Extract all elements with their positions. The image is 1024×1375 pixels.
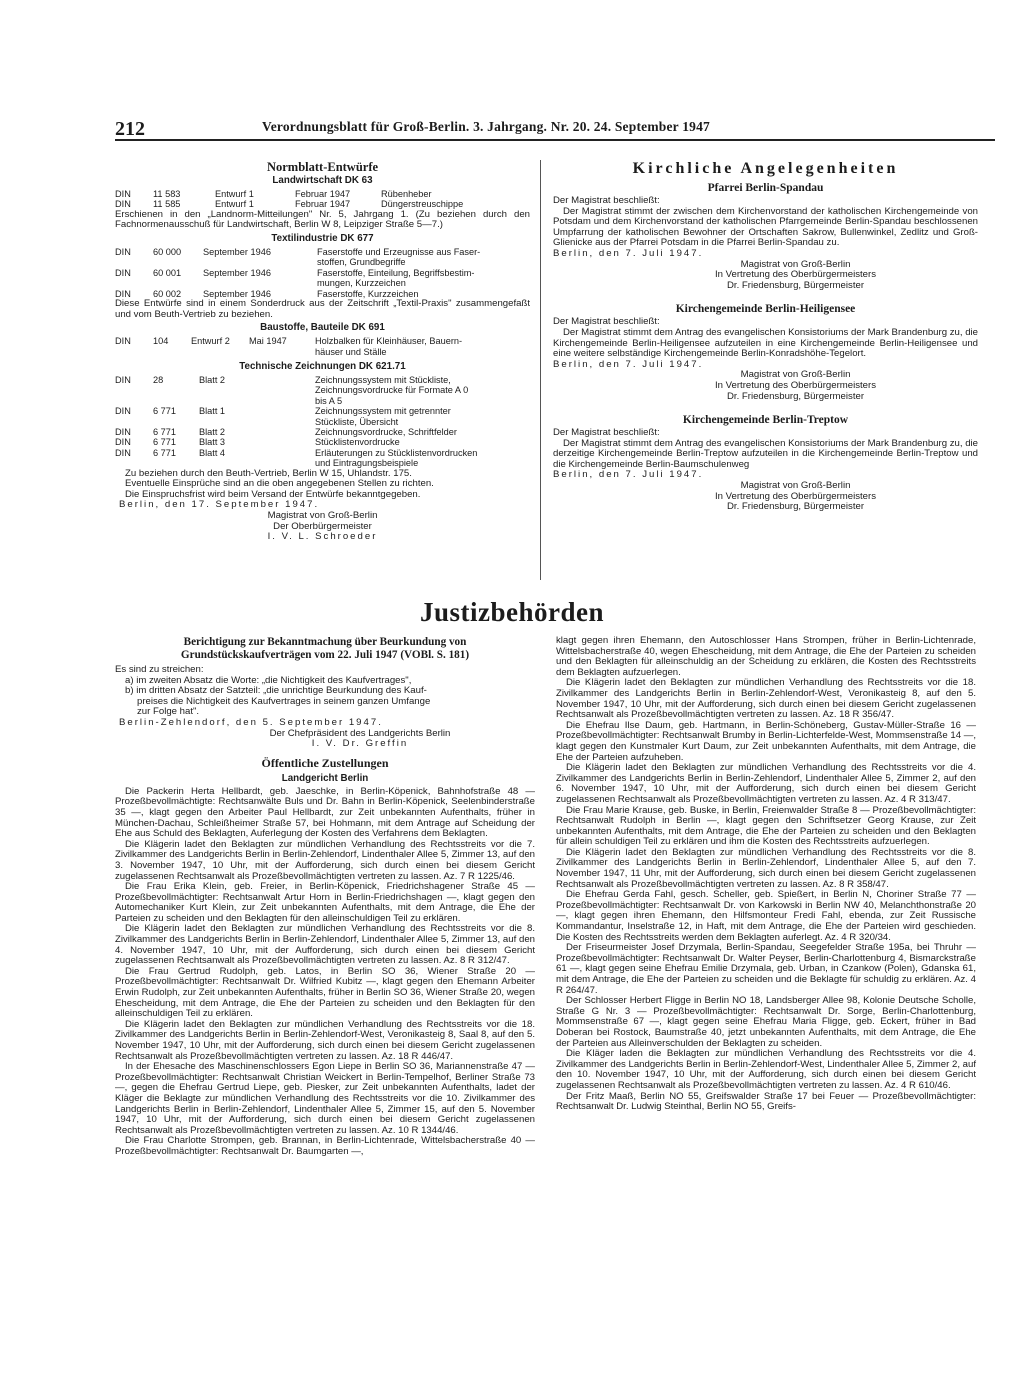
cell <box>317 268 480 289</box>
signature-line: Dr. Friedensburg, Bürgermeister <box>726 279 865 291</box>
table-row <box>115 375 477 385</box>
cell <box>115 396 153 406</box>
signature-line: Magistrat von Groß-Berlin <box>740 480 851 492</box>
cell: Entwurf 2 <box>191 336 230 347</box>
signature-line: Dr. Friedensburg, Bürgermeister <box>726 501 865 513</box>
cell: Mai 1947 <box>249 336 287 347</box>
cell <box>199 385 315 395</box>
notice-paragraph: Die Frau Marie Krause, geb. Buske, in Berlin, Freienwalder Straße 8 — Prozeßbevollmächtigter: Rechtsanwalt Rudolph in Berlin —, klagt gegen den Schriftsetzer Georg Krause, zur Zeit unbekannten Aufenthalts, mit dem Antrage, die Ehe der Parteien zu scheiden und den Beklagten für allein schuldigen Teil zu erklären und ihm die Kosten des Rechtsstreits aufzuerlegen. <box>556 804 976 848</box>
text-paragraph: Der Magistrat stimmt der zwischen dem Kirchenvorstand der katholischen Kirchengemeinde von Potsdam und dem Kirchenvorstand der katholischen Pfarrgemeinde Berlin-Spandau beschlossenen Umpfarrung der katholischen Bewohner der Ortschaften Sakrow, Bullenwinkel, Zedlitz und Groß-Glienicke aus der Pfarrei Potsdam in die Pfarrei Berlin-Spandau zu. <box>553 205 978 249</box>
signature-block <box>185 729 535 750</box>
cell-line: stoffen, Grundbegriffe <box>317 257 406 268</box>
cell <box>199 396 315 406</box>
signature-block <box>613 481 978 513</box>
signature-line: In Vertretung des Oberbürgermeisters <box>714 490 877 502</box>
notice-paragraph: Der Friseurmeister Josef Drzymala, Berlin-Spandau, Seegefelder Straße 195a, bei Thruhr — Prozeßbevollmächtigter: Rechtsanwalt Dr. Walter Peyser, Berlin-Charlottenburg 4, Bismarckstraße 61 —, klagt gegen seine Ehefrau Emilie Drzymala, geb. Urban, in Czankow (Polen), Gdanska 61, mit dem Antrage, die Ehe der Parteien zu scheiden und die Beklagte für schuldig zu erklären. Az. 4 R 264/47. <box>556 942 976 996</box>
cell: Zeichnungssystem mit getrennter <box>315 406 451 417</box>
notice-paragraph: Die Klägerin ladet den Beklagten zur mündlichen Verhandlung des Rechtsstreits vor die 8. Zivilkammer des Landgerichts Berlin in Berlin-Zehlendorf, Lindenthaler Allee 5, Zimmer 13, auf den 4. November 1947, 10 Uhr, mit der Aufforderung, sich durch einen bei diesem Gericht zugelassenen Rechtsanwalt als Prozeßbevollmächtigten vertreten zu lassen. Az. 8 R 312/47. <box>115 923 535 967</box>
cell <box>115 417 153 427</box>
text-line: Der Magistrat beschließt: <box>553 195 660 206</box>
cell: September 1946 <box>203 267 271 278</box>
signature-line: Der Chefpräsident des Landgerichts Berlin <box>269 727 451 739</box>
notice-paragraph: Die Ehefrau Gerda Fahl, gesch. Scheller, geb. Spießert, in Berlin N, Choriner Straße 77 — Prozeßbevollmächtigter: Rechtsanwalt Dr. von Karkowski in Berlin NW 40, Melanchthonstraße 20 —, klagt gegen ihren Ehemann, den Hilfsmonteur Fredi Fahl, ebenda, zur Zeit Russische Kommandantur, Inselstraße 12, in Haft, mit dem Antrage, die Ehe der Parteien wird geschieden. Die Kosten des Rechtsstreits werden dem Beklagten auferlegt. Az. 4 R 320/34. <box>556 889 976 943</box>
cell-line: häuser und Ställe <box>315 346 387 357</box>
din-table-landwirtschaft <box>115 189 463 210</box>
cell: Zeichnungssystem mit Stückliste, <box>315 375 451 386</box>
text-line: zur Folge hat". <box>137 706 200 718</box>
running-header: Verordnungsblatt für Groß-Berlin. 3. Jahrgang. Nr. 20. 24. September 1947 <box>262 119 711 134</box>
notice-paragraph: Der Schlosser Herbert Fligge in Berlin NO 18, Landsberger Allee 98, Kolonie Deutsche Scholle, Straße G Nr. 3 — Prozeßbevollmächtigter: Rechtsanwalt Dr. Sorge, Berlin-Charlottenburg, Mommsenstraße 67 —, klagt gegen seine Ehefrau Maria Fligge, geb. Eckert, früher in Bad Doberan bei Rostock, Baumstraße 40, jetzt unbekannten Aufenthalts, mit dem Antrage, die Ehe der Parteien aus Alleinverschulden der Beklagten zu scheiden. <box>556 995 976 1049</box>
table-row <box>115 336 462 357</box>
header-rule <box>115 139 995 141</box>
signature-block <box>613 370 978 402</box>
text-line: Der Magistrat beschließt: <box>553 427 660 439</box>
cell: Zeichnungsvordrucke für Formate A 0 <box>315 385 469 396</box>
notice-paragraph: Die Klägerin ladet den Beklagten zur mündlichen Verhandlung des Rechtsstreits vor die 18. Zivilkammer des Landgerichts Berlin in Berlin-Zehlendorf-West, Veronikasteig 8, Saal 8, auf den 5. November 1947, 10 Uhr, mit der Aufforderung, sich durch einen bei diesem Gericht zugelassenen Rechtsanwalt als Prozeßbevollmächtigten vertreten zu lassen. Az. 18 R 446/47. <box>115 1018 535 1062</box>
notice-paragraph: Die Klägerin ladet den Beklagten zur mündlichen Verhandlung des Rechtsstreits vor die 8. Zivilkammer des Landgerichts Berlin in Berlin-Zehlendorf, Lindenthaler Allee 5, auf den 7. November 1947, 11 Uhr, mit der Aufforderung, sich durch einen bei diesem Gericht zugelassenen Rechtsanwalt als Prozeßbevollmächtigten vertreten zu lassen. Az. 8 R 358/47. <box>556 846 976 890</box>
body-text <box>553 428 978 470</box>
cell: 60 000 <box>153 247 182 257</box>
signature-line: In Vertretung des Oberbürgermeisters <box>714 379 877 391</box>
cell: bis A 5 <box>315 395 343 406</box>
note-paragraph: Erschienen in den „Landnorm-Mitteilungen" Nr. 5, Jahrgang 1. (Zu beziehen durch den Fachnormenausschuß für Landwirtschaft, Berlin W 8, Leipziger Straße 5—7.) <box>115 208 530 231</box>
date-line: Berlin, den 17. September 1947. <box>119 499 320 511</box>
cell <box>315 336 462 357</box>
cell: 104 <box>153 336 169 347</box>
cell <box>153 385 199 395</box>
kirchliche-section <box>553 160 978 513</box>
cell: und Eintragungsbeispiele <box>315 458 419 469</box>
cell: DIN <box>115 199 131 210</box>
din-table-baustoffe <box>115 336 462 357</box>
cell: DIN <box>115 247 131 257</box>
cell: Februar 1947 <box>295 189 351 199</box>
signature-line: Magistrat von Groß-Berlin <box>740 369 851 381</box>
text-line: Der Magistrat beschließt: <box>553 316 660 328</box>
signature-block <box>613 260 978 292</box>
date-line: Berlin, den 7. Juli 1947. <box>553 358 704 370</box>
cell: Entwurf 1 <box>215 199 254 210</box>
subsection-title: Pfarrei Berlin-Spandau <box>707 182 824 194</box>
note-line: Zu beziehen durch den Beuth-Vertrieb, Berlin W 15, Uhlandstr. 175. <box>125 467 412 479</box>
cell <box>153 396 199 406</box>
table-row <box>115 417 477 427</box>
text-paragraph: Der Magistrat stimmt dem Antrag des evangelischen Konsistoriums der Mark Brandenburg zu, die derzeitige Kirchengemeinde Berlin-Treptow aufzuteilen in die Kirchengemeinde Berlin-Treptow und die Kirchengemeinde Berlin-Baumschulenweg <box>553 437 978 470</box>
cell: 6 771 <box>153 406 176 417</box>
cell: DIN <box>115 447 131 458</box>
cell: September 1946 <box>203 288 271 299</box>
signature-line: Der Oberbürgermeister <box>273 520 372 532</box>
cell: DIN <box>115 189 131 199</box>
cell <box>317 247 480 268</box>
notice-paragraph: Der Fritz Maaß, Berlin NO 55, Greifswalder Straße 17 bei Feuer — Prozeßbevollmächtigter: Rechtsanwalt Dr. Ludwig Steinthal, Berlin NO 55, Greifs- <box>556 1090 976 1113</box>
table-row <box>115 396 477 406</box>
body-text <box>553 196 978 249</box>
table-row <box>115 448 477 458</box>
cell: 60 001 <box>153 267 182 278</box>
cell-line: Holzbalken für Kleinhäuser, Bauern- <box>315 336 463 347</box>
subsection-title: Baustoffe, Bauteile DK 691 <box>260 322 385 334</box>
cell <box>115 385 153 395</box>
subsection-title: Landwirtschaft DK 63 <box>272 175 373 186</box>
table-row <box>115 406 477 416</box>
cell-line: Faserstoffe und Erzeugnisse aus Faser- <box>317 247 481 257</box>
table-row <box>115 427 477 437</box>
notices-right <box>556 636 976 1113</box>
cell: DIN <box>115 427 131 438</box>
cell: September 1946 <box>203 247 271 257</box>
notice-paragraph: Die Klägerin ladet den Beklagten zur mündlichen Verhandlung des Rechtsstreits vor die 7. Zivilkammer des Landgerichts Berlin in Berlin-Zehlendorf, Lindenthaler Allee 5, Zimmer 13, auf den 3. November 1947, 10 Uhr, mit der Aufforderung, sich durch einen bei diesem Gericht zugelassenen Rechtsanwalt als Prozeßbevollmächtigten vertreten zu lassen. Az. 7 R 1225/46. <box>115 838 535 882</box>
cell: DIN <box>115 336 131 347</box>
note-paragraph <box>115 469 530 501</box>
notice-paragraph: Die Packerin Herta Hellbardt, geb. Jaeschke, in Berlin-Köpenick, Bahnhofstraße 48 — Prozeßbevollmächtigte: Rechtsanwälte Buls und Dr. Bahn in Berlin-Köpenick, Seelenbinderstraße 35 —, klagt gegen den Arbeiter Paul Hellbardt, zur Zeit unbekannten Aufenthalts, früher in München-Dachau, Schleißheimer Straße 57, bei Hohmann, mit dem Antrage auf Scheidung der Ehe aus Schuld des Beklagten, Auferlegung der Kosten des Verfahrens dem Beklagten. <box>115 785 535 840</box>
signature-line: I. V. L. Schroeder <box>267 531 378 543</box>
text-paragraph: Der Magistrat stimmt dem Antrag des evangelischen Konsistoriums der Mark Brandenburg zu, die Kirchengemeinde Berlin-Heiligensee aufzuteilen in eine Kirchengemeinde Berlin-Heiligensee und eine weitere selbständige Kirchengemeinde Berlin-Konradshöhe-Tegelort. <box>553 326 978 360</box>
cell: 6 771 <box>153 427 176 438</box>
cell: 60 002 <box>153 288 182 299</box>
body-text <box>553 317 978 359</box>
subsection-title: Kirchengemeinde Berlin-Heiligensee <box>675 303 856 316</box>
notice-paragraph: Die Kläger laden die Beklagten zur mündlichen Verhandlung des Rechtsstreits vor die 4. Zivilkammer des Landgerichts Berlin in Berlin-Zehlendorf-West, Lindenthaler Allee 5, Zimmer 2, auf den 10. November 1947, 10 Uhr, mit der Aufforderung, sich durch einen bei diesem Gericht zugelassenen Rechtsanwalt als Prozeßbevollmächtigten vertreten zu lassen. Az. 4 R 610/46. <box>556 1048 976 1091</box>
note-line: Die Einspruchsfrist wird beim Versand der Entwürfe bekanntgegeben. <box>125 488 421 500</box>
notice-paragraph: Die Klägerin ladet den Beklagten zur mündlichen Verhandlung des Rechtsstreits vor die 18. Zivilkammer des Landgerichts Berlin in Berlin-Zehlendorf-West, Veronikasteig 8, auf den 5. November 1947, 10 Uhr, mit der Aufforderung, sich durch einen bei diesem Gericht zugelassenen Rechtsanwalt als Prozeßbevollmächtigten vertreten zu lassen. Az. 18 R 356/47. <box>556 677 976 721</box>
court-title: Landgericht Berlin <box>281 772 369 784</box>
subsection-title: Textilindustrie DK 677 <box>271 233 374 244</box>
text-line: Es sind zu streichen: <box>115 664 204 675</box>
text-line: preises die Nichtigkeit des Kaufvertrages in seinem ganzen Umfange <box>137 695 431 707</box>
cell: Rübenheber <box>381 189 432 199</box>
justiz-right-column <box>556 636 976 1113</box>
cell: Zeichnungsvordrucke, Schriftfelder <box>315 427 457 438</box>
date-line: Berlin, den 7. Juli 1947. <box>553 247 704 259</box>
signature-line: I. V. Dr. Greffin <box>311 738 409 750</box>
note-line: Eventuelle Einsprüche sind an die oben angegebenen Stellen zu richten. <box>125 478 434 490</box>
table-row <box>115 247 480 268</box>
cell: Düngerstreuschippe <box>381 199 464 210</box>
justiz-left-column <box>115 636 535 1158</box>
date-line: Berlin-Zehlendorf, den 5. September 1947. <box>119 716 383 728</box>
cell: Blatt 3 <box>199 437 226 448</box>
normblatt-section <box>115 160 530 543</box>
signature-line: Magistrat von Groß-Berlin <box>267 510 378 522</box>
table-row <box>115 437 477 447</box>
subsection-title: Technische Zeichnungen DK 621.71 <box>239 361 406 373</box>
table-row <box>115 268 480 289</box>
cell: DIN <box>115 375 131 386</box>
cell: Entwurf 1 <box>215 189 254 199</box>
cell: DIN <box>115 288 131 299</box>
cell: Erläuterungen zu Stücklistenvordrucken <box>315 447 478 458</box>
text-line: b) im dritten Absatz der Satzteil: „die unrichtige Beurkundung des Kauf- <box>125 685 427 697</box>
cell: Blatt 1 <box>199 406 226 417</box>
cell <box>199 417 315 427</box>
notice-paragraph: Die Frau Charlotte Strompen, geb. Brannan, in Berlin-Lichtenrade, Wittelsbacherstraße 40 — Prozeßbevollmächtigter: Rechtsanwalt Dr. Baumgarten —, <box>115 1135 535 1157</box>
signature-line: Magistrat von Groß-Berlin <box>740 258 851 270</box>
notice-paragraph: In der Ehesache des Maschinenschlossers Egon Liepe in Berlin SO 36, Mariannenstraße 47 — Prozeßbevollmächtigter: Rechtsanwalt Christian Weickert in Berlin-Tempelhof, Berliner Straße 73 —, gegen die Ehefrau Gertrud Liepe, geb. Piesker, zur Zeit unbekannten Aufenthalts, ladet der Kläger die Beklagte zur mündlichen Verhandlung des Rechtsstreits vor die 10. Zivilkammer des Landgerichts Berlin in Berlin-Zehlendorf, Lindenthaler Allee 5, Zimmer 15, auf den 5. November 1947, 10 Uhr, mit der Aufforderung, sich durch einen bei diesem Gericht zugelassenen Rechtsanwalt als Prozeßbevollmächtigten vertreten zu lassen. Az. 10 R 1344/46. <box>115 1061 535 1136</box>
justiz-heading: Justizbehörden <box>419 597 605 627</box>
signature-line: Dr. Friedensburg, Bürgermeister <box>726 390 865 402</box>
note-paragraph: Diese Entwürfe sind in einem Sonderdruck aus der Zeitschrift „Textil-Praxis" zusammengefaßt und vom Beuth-Vertrieb zu beziehen. <box>115 298 530 320</box>
subsection-title: Öffentliche Zustellungen <box>261 755 389 770</box>
cell: DIN <box>115 437 131 448</box>
cell: DIN <box>115 406 131 417</box>
notice-paragraph: klagt gegen ihren Ehemann, den Autoschlosser Hans Strompen, früher in Berlin-Lichtenrade, Wittelsbacherstraße 40, wegen Ehescheidung, mit dem Antrage, die Ehe der Parteien zu scheiden und den Beklagten für alleinschuldig an der Scheidung zu erklären, die Kosten des Rechtsstreits dem Beklagten aufzuerlegen. <box>556 635 976 678</box>
table-row <box>115 189 463 199</box>
section-title: Kirchliche Angelegenheiten <box>632 160 899 177</box>
din-table-textil <box>115 247 480 299</box>
table-row <box>115 385 477 395</box>
cell: 28 <box>153 375 164 386</box>
cell: 11 583 <box>153 189 181 199</box>
cell-line: Faserstoffe, Einteilung, Begriffsbestim- <box>317 267 475 278</box>
cell: DIN <box>115 267 131 278</box>
signature-block <box>115 511 530 543</box>
cell: Stückliste, Übersicht <box>315 416 399 427</box>
cell <box>153 417 199 427</box>
notice-paragraph: Die Klägerin ladet den Beklagten zur mündlichen Verhandlung des Rechtsstreits vor die 4. Zivilkammer des Landgerichts Berlin in Berlin-Zehlendorf, Lindenthaler Allee 5, Zimmer 2, auf den 6. November 1947, 10 Uhr, mit der Aufforderung, sich durch einen bei diesem Gericht zugelassenen Rechtsanwalt als Prozeßbevollmächtigten vertreten zu lassen. Az. 4 R 313/47. <box>556 762 976 805</box>
cell: 6 771 <box>153 447 176 458</box>
cell: Blatt 2 <box>199 375 226 386</box>
cell: Faserstoffe, Kurzzeichen <box>317 288 419 299</box>
cell-line: mungen, Kurzzeichen <box>317 278 406 289</box>
cell: 6 771 <box>153 437 176 448</box>
din-table-zeichnungen <box>115 375 477 469</box>
cell: 11 585 <box>153 199 181 210</box>
date-line: Berlin, den 7. Juli 1947. <box>553 469 704 481</box>
berichtigung-title <box>115 636 535 662</box>
cell: Februar 1947 <box>295 199 351 210</box>
notice-paragraph: Die Frau Gertrud Rudolph, geb. Latos, in Berlin SO 36, Wiener Straße 20 — Prozeßbevollmächtigter: Rechtsanwalt Dr. Wilfried Kubitz —, klagt gegen den Ehemann Arbeiter Erwin Rudolph, zur Zeit unbekannten Aufenthalts, früher in Berlin SO 36, Wiener Straße 20, wegen Ehescheidung, mit dem Antrage, die Ehe der Parteien zu scheiden und den Beklagten für den alleinschuldigen Teil zu erklären. <box>115 965 535 1020</box>
cell: Stücklistenvordrucke <box>315 437 400 448</box>
subsection-title: Kirchengemeinde Berlin-Treptow <box>682 414 849 427</box>
column-divider <box>540 160 541 580</box>
cell: Blatt 4 <box>199 447 226 458</box>
text-line: a) im zweiten Absatz die Worte: „die Nichtigkeit des Kaufvertrages", <box>125 674 412 686</box>
title-line: Berichtigung zur Bekanntmachung über Beurkundung von <box>183 636 467 648</box>
signature-line: In Vertretung des Oberbürgermeisters <box>714 269 877 281</box>
cell: Blatt 2 <box>199 427 226 438</box>
notices-left <box>115 787 535 1158</box>
notice-paragraph: Die Ehefrau Ilse Daum, geb. Hartmann, in Berlin-Schöneberg, Gustav-Müller-Straße 16 — Prozeßbevollmächtigter: Rechtsanwalt Brumby in Berlin-Lichterfelde-West, Mommsenstraße 14 —, klagt gegen den Kunstmaler Kurt Daum, zur Zeit unbekannten Aufenthalts, mit dem Antrage, die Ehe der Parteien aufzuheben. <box>556 719 976 763</box>
page-number: 212 <box>115 118 145 140</box>
notice-paragraph: Die Frau Erika Klein, geb. Freier, in Berlin-Köpenick, Friedrichshagener Straße 45 — Prozeßbevollmächtigter: Rechtsanwalt Artur Horn in Berlin-Friedrichshagen —, klagt gegen den Automechaniker Kurt Klein, zur Zeit unbekannten Aufenthalts, mit dem Antrage, die Ehe der Parteien zu scheiden und den Beklagten für den alleinschuldigen Teil zu erklären. <box>115 881 535 924</box>
section-title: Normblatt-Entwürfe <box>266 160 379 174</box>
title-line: Grundstückskaufverträgen vom 22. Juli 1947 (VOBl. S. 181) <box>180 649 470 661</box>
